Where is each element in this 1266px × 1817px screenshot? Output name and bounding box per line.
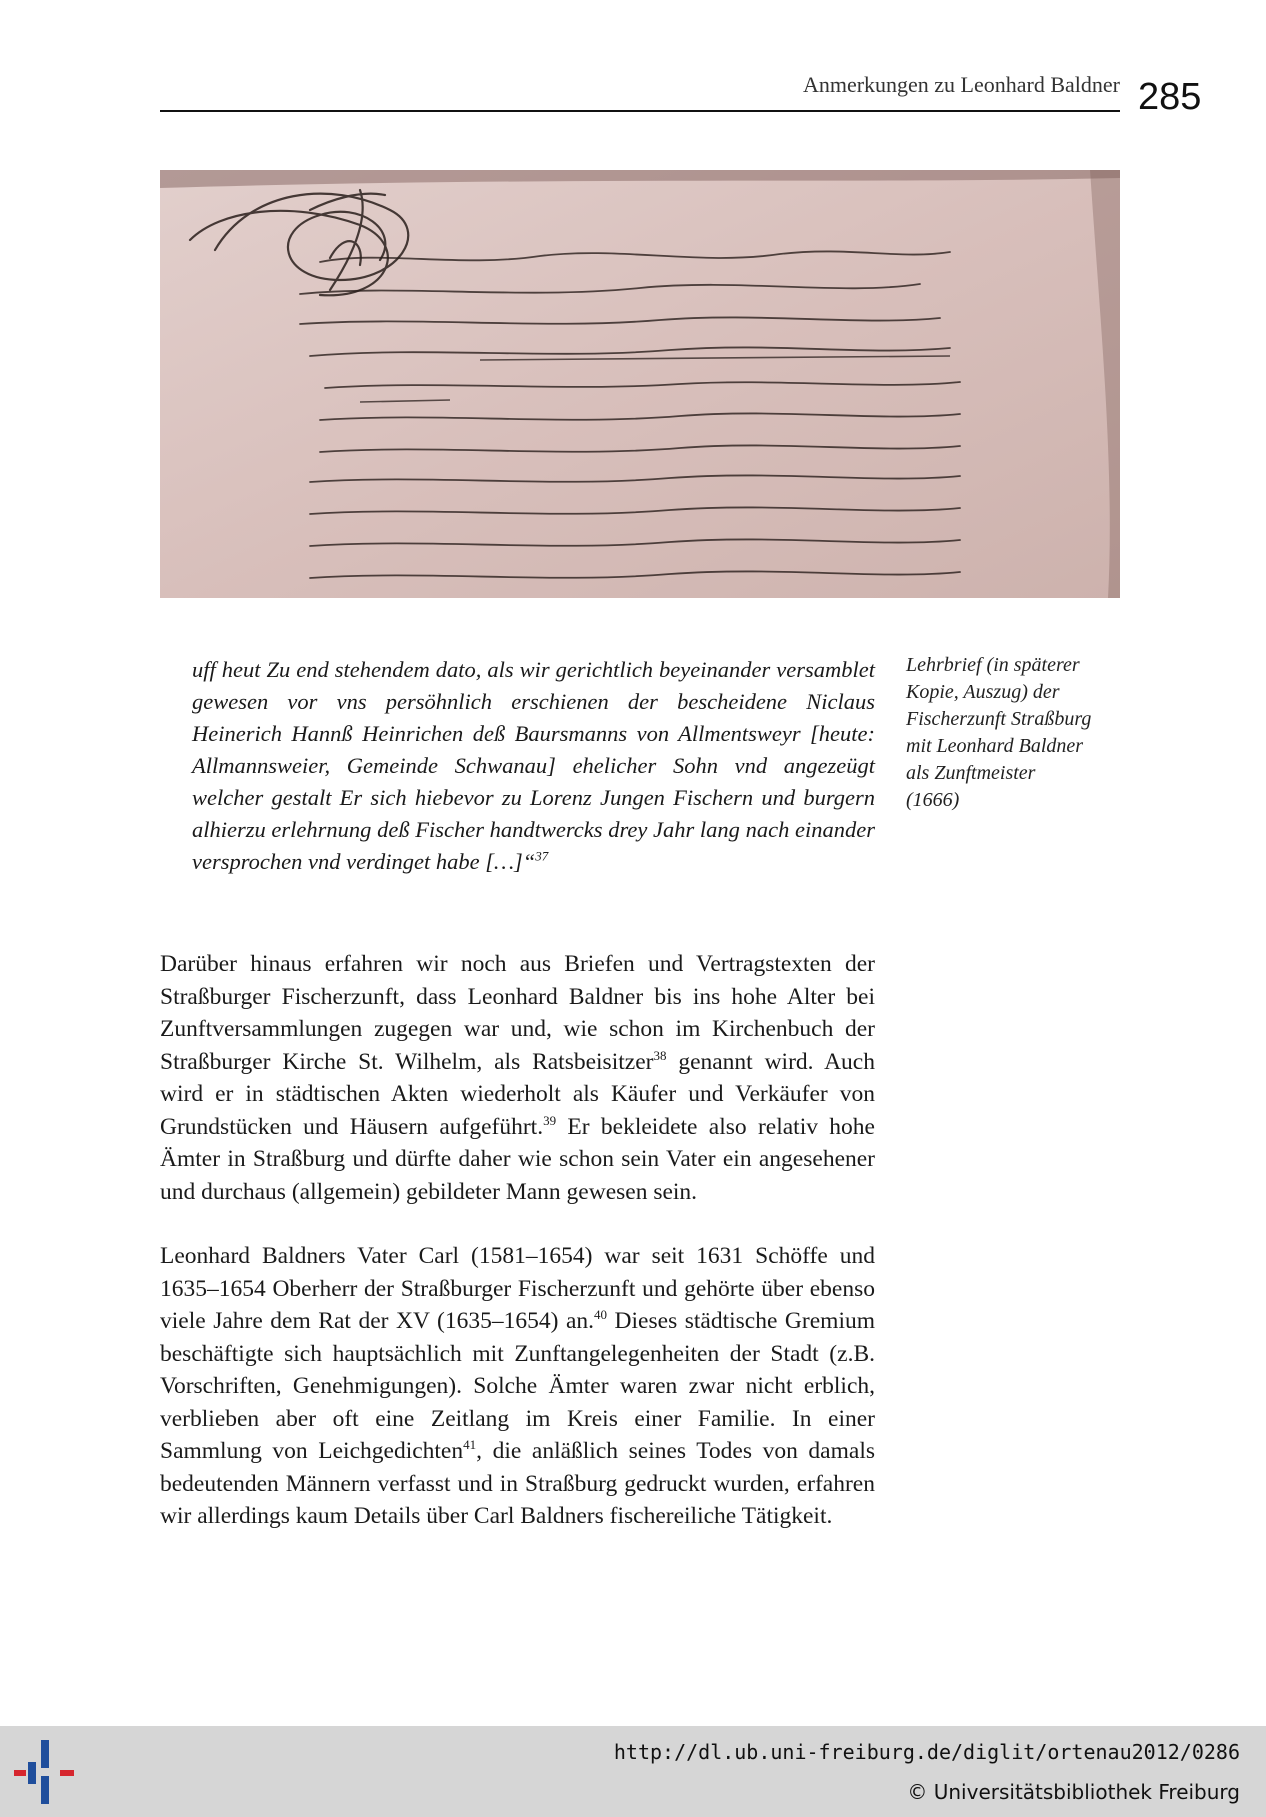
paragraph-2 (160, 1240, 875, 1533)
paragraph-1 (160, 948, 875, 1208)
paragraph-text: Er bekleidete also relativ hohe Ämter in Straßburg und dürfte daher wie schon sein Vater ein angesehener und durchaus (allgemein) gebildeter Mann gewesen sein. (160, 1113, 875, 1205)
caption-line: Fischerzunft Straßburg (906, 708, 1092, 730)
paragraph-text: Dieses städtische Gremium beschäftigte sich hauptsächlich mit Zunftangelegenheiten der Stadt (z.B. Vorschriften, Genehmigungen). Solche Ämter waren zwar nicht erblich, verblieben aber oft eine Zeitlang im Kreis einer Familie. In einer Sammlung von Leichgedichten (160, 1308, 876, 1464)
footer-copyright: © Universitätsbibliothek Freiburg (907, 1780, 1240, 1804)
paragraph-text: Leonhard Baldners Vater Carl (1581–1654) war seit 1631 Schöffe und 1635–1654 Oberherr der Straßburger Fischerzunft und gehörte über ebenso viele Jahre dem Rat der XV (1635–1654) an. (160, 1243, 875, 1334)
running-title: Anmerkungen zu Leonhard Baldner (802, 72, 1120, 97)
caption-line: (1666) (906, 789, 960, 811)
footnote-ref-39[interactable]: 39 (543, 1112, 557, 1128)
handwritten-lehrbrief-photo (160, 170, 1120, 598)
quote-block (192, 654, 875, 878)
ub-freiburg-logo[interactable] (10, 1736, 80, 1808)
caption-line: als Zunftmeister (906, 762, 1036, 784)
caption-line: mit Leonhard Baldner (906, 735, 1084, 757)
caption-line: Kopie, Auszug) der (906, 681, 1060, 703)
footnote-ref-40[interactable]: 40 (594, 1307, 608, 1323)
caption-line: Lehrbrief (in späterer (906, 654, 1080, 676)
page-number: 285 (1138, 76, 1202, 118)
footnote-ref-41[interactable]: 41 (463, 1437, 477, 1453)
header-rule (160, 110, 1120, 112)
figure-caption (906, 652, 1126, 814)
body-text (160, 948, 875, 1565)
paragraph-text: genannt wird. Auch wird er in städtischen Akten wiederholt als Käufer und Verkäufer von Grundstücken und Häusern aufgeführt. (160, 1048, 875, 1140)
paragraph-text: , die anläßlich seines Todes von damals bedeutenden Männern verfasst und in Straßburg gedruckt wurden, erfahren wir allerdings kaum Details über Carl Baldners fischereiliche Tätigkeit. (160, 1438, 875, 1529)
footnote-ref-37[interactable]: 37 (535, 848, 549, 864)
paragraph-text: Darüber hinaus erfahren wir noch aus Briefen und Vertragstexten der Straßburger Fischerzunft, dass Leonhard Baldner bis ins hohe Alter bei Zunftversammlungen zugegen war und, wie schon im Kirchenbuch der Straßburger Kirche St. Wilhelm, als Ratsbeisitzer (160, 951, 875, 1075)
footnote-ref-38[interactable]: 38 (653, 1047, 667, 1063)
quote-text: uff heut Zu end stehendem dato, als wir gerichtlich beyeinander versamblet gewesen vor vns persöhnlich erschienen der bescheidene Niclaus Heinerich Hannß Heinrichen deß Baursmanns von Allmentsweyr [heute: Allmannsweier, Gemeinde Schwanau] ehelicher Sohn vnd angezeügt welcher gestalt Er sich hiebevor zu Lorenz Jungen Fischern und burgern alhierzu erlehrnung deß Fischer handtwercks drey Jahr lang nach einander versprochen vnd verdinget habe […]“ (192, 657, 875, 874)
footer-url-link[interactable]: http://dl.ub.uni-freiburg.de/diglit/ortenau2012/0286 (613, 1740, 1240, 1764)
footer-band (0, 1726, 1266, 1817)
